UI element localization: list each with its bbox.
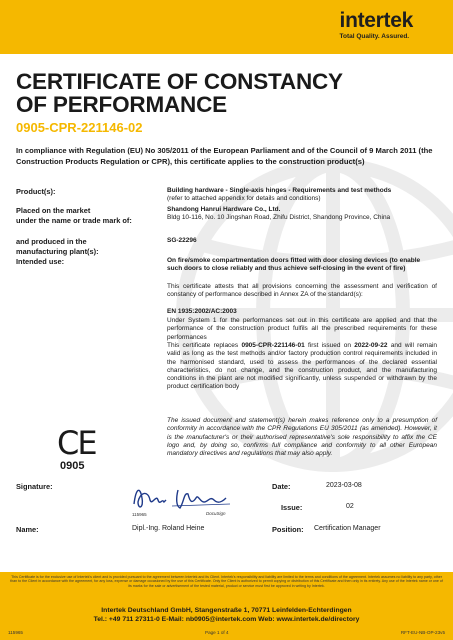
date-label: Date: [272,482,291,491]
plant-label [16,237,166,257]
page-number: Page 1 of 4 [205,630,229,635]
placed-label-line-1: Placed on the market [16,206,91,215]
legal-disclaimer: This Certificate is for the exclusive use of Intertek's client and is provided pursuant to the agreement between Intertek and its Client. Intertek's responsibility and liability are limited to the terms and conditions of the agreement. Intertek assumes no liability to any party, other than to the Client in accordance with the agreement, for any loss, expense or damage occasioned by the use of this Certificate. Only the Client is authorized to permit copying or distribution of this Certificate and then only in its entirety. Any use of the Intertek name or one of its marks for the sale or advertisement of the tested material, product or service must first be approved in writing by Intertek. [10,575,443,588]
company-name: Shandong Hanrui Hardware Co., Ltd. [167,206,281,213]
placed-label-line-2: under the name or trade mark of: [16,216,132,225]
title-line-2: OF PERFORMANCE [16,92,227,117]
italic-disclaimer: The issued document and statement(s) herein makes reference only to a presumption of conformity in accordance with the CPR Regulations EU 305/2011 (as amended). However, it is the manufacturer's or their authorised representative's sole responsibility to affix the CE logo and, by doing so, confirms full compliance and conformity to all other European mandatory directives and regulations that may also apply. [167,417,437,458]
footer-address [0,606,453,624]
certificate-title [16,70,446,116]
form-reference: RFT-EU-NB-OP-23v5 [400,630,445,635]
replaces-mid: first issued on [307,342,351,349]
intended-use-value: On fire/smoke compartmentation doors fitted with door closing devices (to enable such doors to close reliably and thus achieve self-closing in the event of fire) [167,257,421,273]
logo-tagline: Total Quality. Assured. [339,33,410,40]
intro-paragraph: In compliance with Regulation (EU) No 305/2011 of the European Parliament and of the Council of 9 March 2011 (the Construction Products Regulation or CPR), this certificate applies to the construction product(s) [16,146,433,166]
plant-value: SG-22296 [167,237,197,244]
position-label: Position: [272,525,304,534]
ce-mark: CE [57,424,96,462]
replaces-paragraph [167,342,437,392]
replaces-date: 2022-09-22 [354,342,388,349]
replaces-number: 0905-CPR-221146-01 [241,342,305,349]
name-label: Name: [16,525,39,534]
product-value [167,187,437,204]
replaces-post: and will remain valid as long as the test methods and/or factory production control requirements included in the harmonised standard, used to assess the performances of the declared essential characteristics, do not change, and the construction product, and the manufacturing conditions in the plant are not modified significantly, unless suspended or withdrawn by the product certification body [167,342,438,391]
intended-use-label: Intended use: [16,257,65,266]
intertek-logo [340,10,413,40]
placed-label [16,206,166,226]
title-line-1: CERTIFICATE OF CONSTANCY [16,69,343,94]
attests-paragraph: This certificate attests that all provisions concerning the assessment and verification of constancy of performance described in Annex ZA of the standard(s): [167,283,437,299]
signature-label: Signature: [16,482,53,491]
handwritten-signature-icon [126,480,236,514]
logo-wordmark: intertek [339,9,413,32]
contact-line: Tel.: +49 711 27311-0 E-Mail: nb0905@intertek.com Web: www.intertek.de/directory [93,616,360,623]
issue-value: 02 [346,503,354,510]
standard-reference: EN 1935:2002/AC:2003 [167,308,237,315]
signer-id: 115965 [132,512,147,517]
name-value: Dipl.-Ing. Roland Heine [132,525,205,532]
position-value: Certification Manager [314,525,381,532]
company-address: Bldg 10-116, No. 10 Jingshan Road, Zhifu District, Shandong Province, China [167,214,391,222]
footer-id: 115965 [8,630,23,635]
company-block [167,206,437,223]
date-value: 2023-03-08 [326,482,362,489]
address-line: Intertek Deutschland GmbH, Stangenstraße 1, 70771 Leinfelden-Echterdingen [101,607,352,614]
product-name: Building hardware - Single-axis hinges - Requirements and test methods [167,187,392,194]
docusign-mark: DocuSign [206,511,226,516]
product-note: (refer to attached appendix for details and conditions) [167,195,321,203]
certificate-number: 0905-CPR-221146-02 [16,120,143,135]
replaces-pre: This certificate replaces [167,342,239,349]
plant-label-line-2: manufacturing plant(s): [16,247,99,256]
issue-label: Issue: [281,503,303,512]
notified-body-number: 0905 [60,460,85,472]
plant-label-line-1: and produced in the [16,237,87,246]
system-paragraph: Under System 1 for the performances set out in this certificate are applied and that the performance of the construction product fulfils all the prescribed requirements for these performances [167,317,437,341]
footer-band [0,572,453,640]
product-label: Product(s): [16,187,56,196]
